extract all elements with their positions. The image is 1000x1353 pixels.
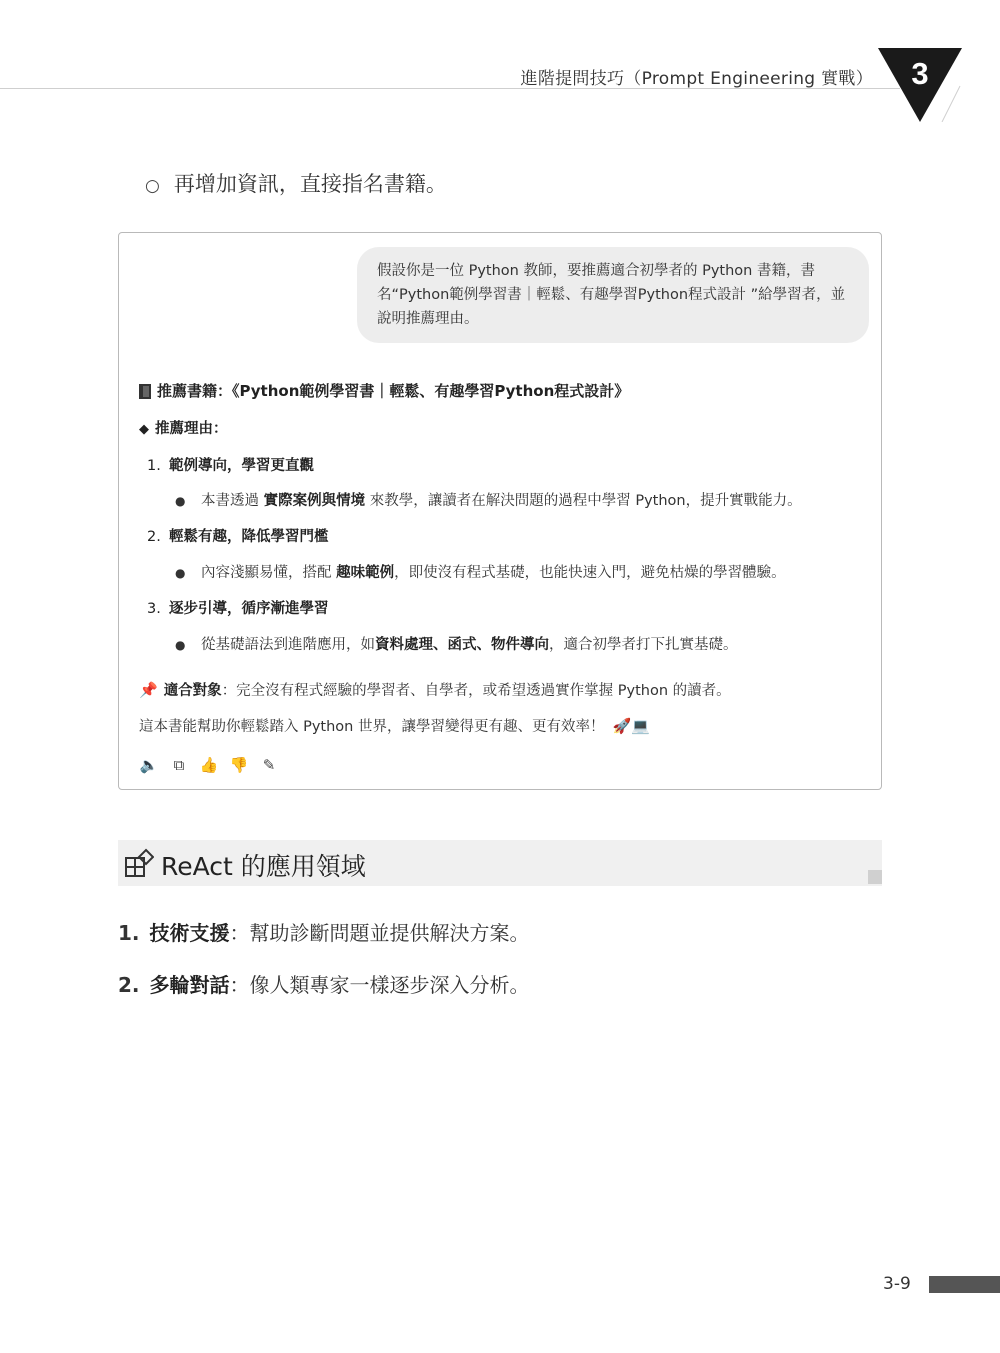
target-label: 適合對象 xyxy=(163,683,222,699)
reason-item xyxy=(147,525,329,546)
reason-title: 輕鬆有趣，降低學習門檻 xyxy=(169,529,329,545)
reason-detail-text: 從基礎語法到進階應用，如 xyxy=(201,637,375,653)
section-icon xyxy=(124,848,154,878)
book-icon xyxy=(139,384,151,399)
reason-detail-text: 內容淺顯易懂，搭配 xyxy=(201,565,337,581)
reason-item xyxy=(147,597,329,618)
application-item xyxy=(118,917,530,946)
running-header-title: 進階提問技巧（Prompt Engineering 實戰） xyxy=(520,69,873,89)
reason-number: 1. xyxy=(147,458,161,474)
reason-heading xyxy=(139,417,228,438)
recommended-book-text: 推薦書籍：《Python範例學習書｜輕鬆、有趣學習Python程式設計》 xyxy=(157,382,630,400)
message-actions xyxy=(139,755,279,775)
reason-detail-text: ，即使沒有程式基礎，也能快速入門，避免枯燥的學習體驗。 xyxy=(394,565,786,581)
application-label: 技術支援 xyxy=(149,921,230,945)
reason-item xyxy=(147,454,314,475)
section-title: ReAct 的應用領域 xyxy=(161,852,366,881)
application-number: 1. xyxy=(118,921,140,945)
section-corner-square xyxy=(868,870,882,884)
edit-icon[interactable]: ✎ xyxy=(262,756,276,774)
page-number: 3-9 xyxy=(883,1274,911,1294)
chat-screenshot xyxy=(118,232,882,790)
reason-detail-text: 本書透過 xyxy=(201,493,264,509)
reason-title: 逐步引導，循序漸進學習 xyxy=(169,601,329,617)
bullet-circle: ○ xyxy=(145,176,160,196)
target-audience-line xyxy=(139,679,731,700)
application-label: 多輪對話 xyxy=(149,973,230,997)
reason-detail-emphasis: 趣味範例 xyxy=(336,565,395,581)
closing-line xyxy=(139,715,650,736)
reason-detail-emphasis: 資料處理、函式、物件導向 xyxy=(375,637,549,653)
reason-heading-text: 推薦理由： xyxy=(155,421,228,437)
recommended-book-line xyxy=(139,380,629,401)
section-heading-bar xyxy=(118,840,882,886)
speaker-icon[interactable]: 🔈 xyxy=(139,756,159,774)
target-text: ：完全沒有程式經驗的學習者、自學者，或希望透過實作掌握 Python 的讀者。 xyxy=(221,683,731,699)
thumbs-down-icon[interactable]: 👎 xyxy=(229,756,249,774)
application-text: ：幫助診斷問題並提供解決方案。 xyxy=(229,921,530,945)
bullet-dot: ● xyxy=(175,566,186,580)
reason-detail-text: ，適合初學者打下扎實基礎。 xyxy=(549,637,738,653)
application-item xyxy=(118,969,530,998)
reason-detail xyxy=(175,561,786,582)
copy-icon[interactable]: ⧉ xyxy=(173,756,185,774)
reason-detail-emphasis: 實際案例與情境 xyxy=(263,493,366,509)
bullet-dot: ● xyxy=(175,638,186,652)
thumbs-up-icon[interactable]: 👍 xyxy=(199,756,219,774)
intro-bullet xyxy=(145,168,447,198)
application-number: 2. xyxy=(118,973,140,997)
intro-text: 再增加資訊，直接指名書籍。 xyxy=(173,172,447,196)
reason-detail xyxy=(175,633,738,654)
reason-number: 2. xyxy=(147,529,161,545)
application-text: ：像人類專家一樣逐步深入分析。 xyxy=(229,973,530,997)
reason-number: 3. xyxy=(147,601,161,617)
pin-icon: 📌 xyxy=(139,681,158,699)
diamond-icon: ◆ xyxy=(139,422,149,437)
reason-detail-text: 來教學，讓讀者在解決問題的過程中學習 Python，提升實戰能力。 xyxy=(365,493,802,509)
closing-text: 這本書能幫助你輕鬆踏入 Python 世界，讓學習變得更有趣、更有效率！ xyxy=(139,719,605,735)
reason-detail xyxy=(175,489,802,510)
user-message-bubble: 假設你是一位 Python 教師，要推薦適合初學者的 Python 書籍，書名“Python範例學習書｜輕鬆、有趣學習Python程式設計 ”給學習者，並說明推薦理由。 xyxy=(357,247,869,343)
page-number-bar xyxy=(929,1276,1000,1293)
bullet-dot: ● xyxy=(175,494,186,508)
chapter-number: 3 xyxy=(911,56,929,91)
reason-title: 範例導向，學習更直觀 xyxy=(169,458,314,474)
rocket-laptop-icon: 🚀💻 xyxy=(612,717,650,735)
